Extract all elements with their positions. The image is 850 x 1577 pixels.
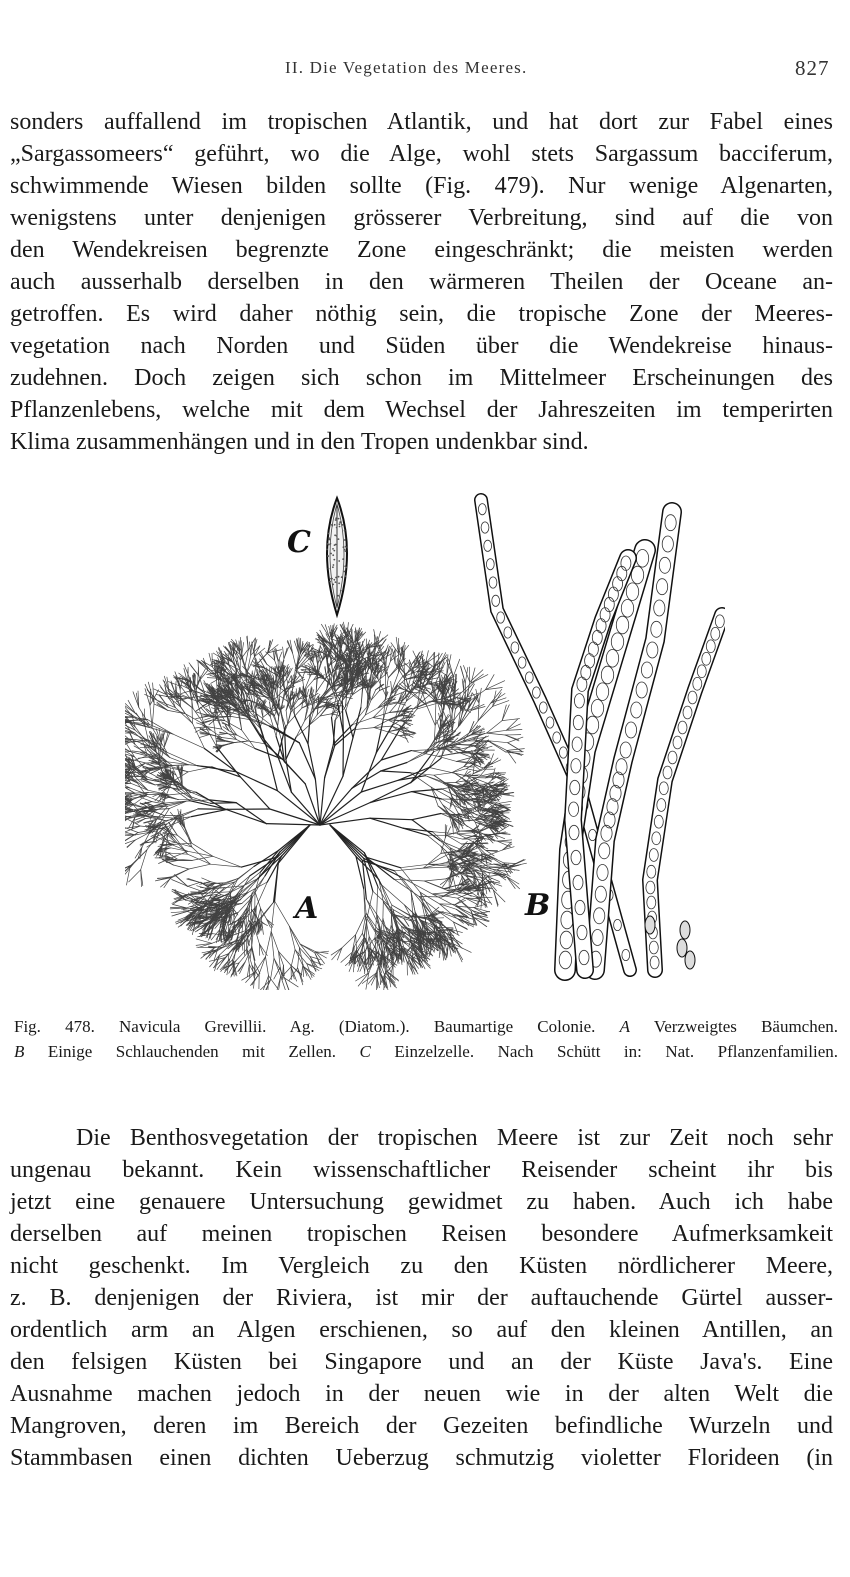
text-line: Ausnahme machen jedoch in der neuen wie in der alten Welt die bbox=[10, 1381, 833, 1407]
text-line: getroffen. Es wird daher nöthig sein, die tropische Zone der Meeres- bbox=[10, 301, 833, 327]
paragraph-1 bbox=[10, 106, 833, 458]
text-line: wenigstens unter denjenigen grösserer Verbreitung, sind auf die von bbox=[10, 205, 833, 231]
text-line: den felsigen Küsten bei Singapore und an der Küste Java's. Eine bbox=[10, 1349, 833, 1375]
caption-line-2 bbox=[14, 1039, 838, 1064]
figure-caption bbox=[14, 1014, 838, 1064]
caption-letter-c: C bbox=[359, 1042, 371, 1061]
figure-478 bbox=[125, 490, 725, 990]
text-line: schwimmende Wiesen bilden sollte (Fig. 479). Nur wenige Algenarten, bbox=[10, 173, 833, 199]
text-line: z. B. denjenigen der Riviera, ist mir der auftauchende Gürtel ausser- bbox=[10, 1285, 833, 1311]
caption-source: Nach Schütt in: Nat. Pflanzenfamilien. bbox=[497, 1042, 839, 1061]
diatom-illustration bbox=[125, 490, 725, 990]
text-line: ungenau bekannt. Kein wissenschaftlicher Reisender scheint ihr bis bbox=[10, 1157, 833, 1183]
text-line: „Sargassomeers“ geführt, wo die Alge, wohl stets Sargassum bacciferum, bbox=[10, 141, 833, 167]
label-b: B bbox=[525, 888, 551, 923]
paragraph-2 bbox=[10, 1122, 833, 1474]
page-header bbox=[0, 56, 850, 86]
text-line: sonders auffallend im tropischen Atlantik, und hat dort zur Fabel eines bbox=[10, 109, 833, 135]
text-line: auch ausserhalb derselben in den wärmeren Theilen der Oceane an- bbox=[10, 269, 833, 295]
text-line: Mangroven, deren im Bereich der Gezeiten befindliche Wurzeln und bbox=[10, 1413, 833, 1439]
caption-b-text: Einige Schlauchenden mit Zellen. bbox=[47, 1042, 336, 1061]
caption-c-text: Einzelzelle. bbox=[394, 1042, 475, 1061]
text-line: Klima zusammenhängen und in den Tropen undenkbar sind. bbox=[10, 429, 589, 455]
text-line: Die Benthosvegetation der tropischen Meere ist zur Zeit noch sehr bbox=[76, 1125, 833, 1151]
single-cell-drawing bbox=[326, 498, 348, 615]
page-number: 827 bbox=[795, 56, 830, 80]
caption-fig-number: Fig. 478. bbox=[14, 1017, 95, 1036]
caption-letter-b: B bbox=[14, 1042, 25, 1061]
label-c: C bbox=[287, 525, 311, 560]
text-line: zudehnen. Doch zeigen sich schon im Mittelmeer Erscheinungen des bbox=[10, 365, 833, 391]
caption-line-1 bbox=[14, 1014, 838, 1039]
text-line: nicht geschenkt. Im Vergleich zu den Küsten nördlicherer Meere, bbox=[10, 1253, 833, 1279]
label-a: A bbox=[295, 891, 319, 926]
text-line: ordentlich arm an Algen erschienen, so auf den kleinen Antillen, an bbox=[10, 1317, 833, 1343]
text-line: jetzt eine genauere Untersuchung gewidmet zu haben. Auch ich habe bbox=[10, 1189, 833, 1215]
caption-a-text: Verzweigtes Bäumchen. bbox=[653, 1017, 839, 1036]
text-line: derselben auf meinen tropischen Reisen besondere Aufmerksamkeit bbox=[10, 1221, 833, 1247]
caption-species: Navicula Grevillii. Ag. (Diatom.). bbox=[119, 1017, 410, 1036]
text-line: Stammbasen einen dichten Ueberzug schmutzig violetter Florideen (in bbox=[10, 1445, 833, 1471]
text-line: Pflanzenlebens, welche mit dem Wechsel der Jahreszeiten im temperirten bbox=[10, 397, 833, 423]
text-line: vegetation nach Norden und Süden über die Wendekreise hinaus- bbox=[10, 333, 833, 359]
running-title: II. Die Vegetation des Meeres. bbox=[285, 58, 528, 77]
caption-colony: Baumartige Colonie. bbox=[433, 1017, 596, 1036]
caption-letter-a: A bbox=[619, 1017, 630, 1036]
text-line: den Wendekreisen begrenzte Zone eingeschränkt; die meisten werden bbox=[10, 237, 833, 263]
colony-tree-drawing bbox=[125, 622, 526, 990]
